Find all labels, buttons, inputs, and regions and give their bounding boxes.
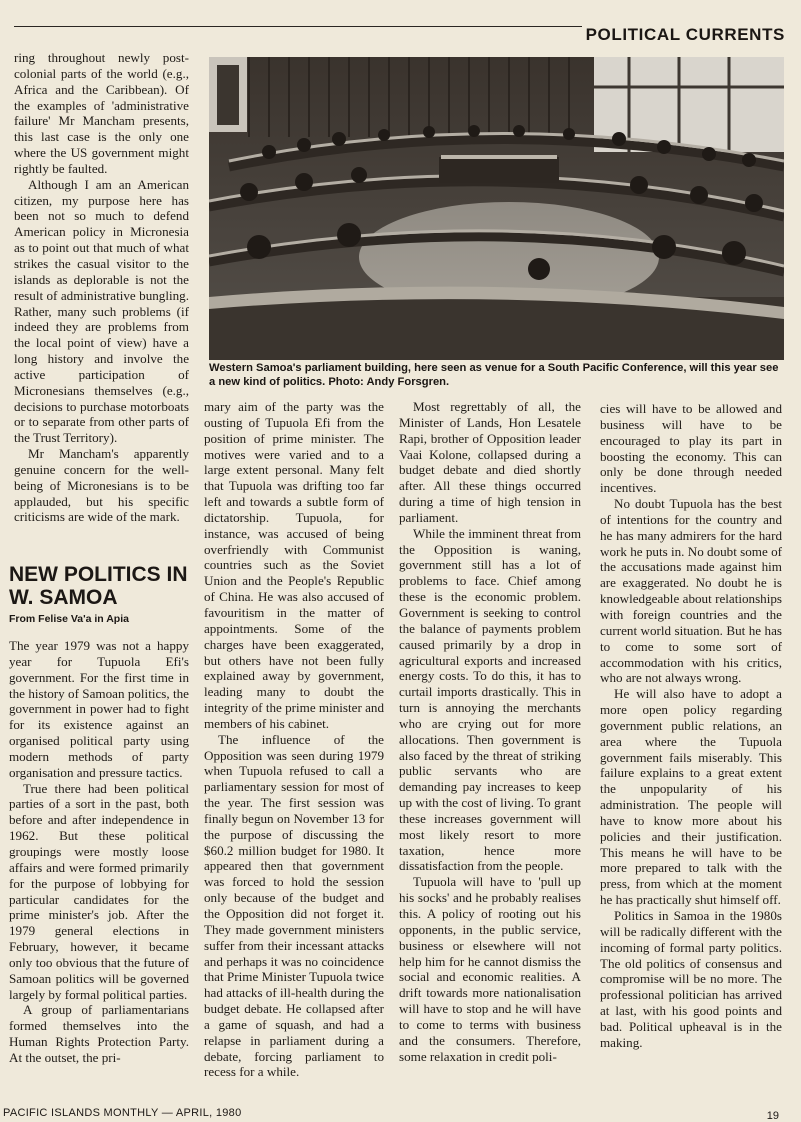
paragraph: Politics in Samoa in the 1980s will be radically different with the incoming of formal party politics. The old politics of consensus and compromise will be no more. The professional politician has arrived at last, with his good points and bad. Political upheaval is in the making.	[600, 908, 782, 1050]
article-headline: NEW POLITICS IN W. SAMOA	[9, 563, 188, 609]
paragraph: The influence of the Opposition was seen during 1979 when Tupuola refused to call a parliamentary session for most of the year. The first session was finally begun on November 13 for the purpose of discussing the $60.2 million budget for 1980. It appeared then that government was forced to hold the session only because of the budget and the Opposition did not forget it. They made government ministers suffer from their incessant attacks and perhaps it was no coincidence that Prime Minister Tupuola twice had attacks of ill-health during the budget debate. He collapsed after a game of squash, and had a relapse in parliament during a debate, forcing parliament to recess for a while.	[204, 731, 384, 1080]
article-byline: From Felise Va'a in Apia	[9, 613, 129, 625]
page-footer: PACIFIC ISLANDS MONTHLY — APRIL, 1980	[3, 1107, 242, 1119]
parliament-photo-graphic	[209, 57, 784, 360]
page-number: 19	[766, 1110, 779, 1122]
header-rule	[14, 26, 582, 27]
paragraph: Although I am an American citizen, my purpose here has been not so much to defend American policy in Micronesia as to point out that much of what strikes the casual visitor to the islands as deplorable is not the result of administrative bungling. Rather, many such problems (if indeed they are problems from the local point of view) have a long history and involve the active participation of Micronesians themselves (e.g., decisions to purchase motorboats or to separate from other parts of the Trust Territory).	[14, 176, 189, 446]
paragraph: Mr Mancham's apparently genuine concern for the well-being of Micronesians is to be applauded, but his specific criticisms are wide of the mark.	[14, 446, 189, 525]
paragraph: cies will have to be allowed and business will have to be encouraged to play its part in boosting the economy. This can only be done through needed incentives.	[600, 401, 782, 496]
paragraph: He will also have to adopt a more open policy regarding government public relations, an area where the Tupuola government fails miserably. This failure explains to a great extent the unpopularity of his administration. The people will have to know more about his policies and their justification. This means he will have to be more prepared to talk with the press, from which at the moment he has practically shut himself off.	[600, 686, 782, 908]
section-title: POLITICAL CURRENTS	[585, 25, 785, 44]
column-4	[600, 401, 782, 1051]
paragraph: True there had been political parties of a sort in the past, both before and after independence in 1962. But these political groupings were mostly loose affairs and were formed primarily for the purpose of lobbying for particular candidates for the prime minister's job. After the 1979 general elections in February, however, it became only too obvious that the future of Samoan politics will be governed largely by formal political parties.	[9, 780, 189, 1002]
paragraph: mary aim of the party was the ousting of Tupuola Efi from the position of prime minister. The motives were varied and to a large extent personal. Many felt that Tupuola was drifting too far left and towards a subtle form of dictatorship. Tupuola, for instance, was accused of being overfriendly with Communist countries such as the Soviet Union and the People's Republic of China. He was also accused of favouritism in the matter of appointments. Some of the charges have been exaggerated, but others have not been fully explained away by government, leading many to doubt the integrity of the prime minister and members of his cabinet.	[204, 399, 384, 731]
parliament-photo	[209, 57, 784, 360]
paragraph: While the imminent threat from the Opposition is waning, government still has a lot of problems to face. Chief among these is the economic problem. Government is seeking to control the balance of payments problem caused primarily by a drop in agricultural exports and increased energy costs. To do this, it has to curtail imports drastically. This in turn is annoying the merchants who are crying out for more allocations. Then government is also faced by the threat of striking public servants who are demanding pay increases to keep up with the cost of living. To grant these increases government will most likely resort to more taxation, hence more dissatisfaction from the people.	[399, 525, 581, 874]
paragraph: ring throughout newly post-colonial parts of the world (e.g., Africa and the Caribbean). Of the examples of 'administrative failure' Mr Mancham presents, this last case is the only one where the US government might rightly be faulted.	[14, 50, 189, 176]
paragraph: Tupuola will have to 'pull up his socks' and he probably realises this. A policy of rooting out his opponents, in the public service, business or elsewhere will not help him for he cannot dismiss the social and economic realities. A drift towards more nationalisation will have to stop and he will have to come to terms with business and the consumers. Therefore, some relaxation in credit poli-	[399, 874, 581, 1064]
photo-caption: Western Samoa's parliament building, here seen as venue for a South Pacific Conference, will this year see a new kind of politics. Photo: Andy Forsgren.	[209, 362, 779, 388]
column-1-bottom	[9, 638, 189, 1066]
column-3	[399, 399, 581, 1064]
paragraph: Most regrettably of all, the Minister of Lands, Hon Lesatele Rapi, brother of Opposition leader Vaai Kolone, collapsed during a budget debate and died shortly after. All these things occurred during a time of high tension in parliament.	[399, 399, 581, 525]
column-1-top	[14, 50, 189, 525]
paragraph: A group of parliamentarians formed themselves into the Human Rights Protection Party. At the outset, the pri-	[9, 1002, 189, 1065]
paragraph: No doubt Tupuola has the best of intentions for the country and he has many admirers for the hard work he puts in. No doubt some of the accusations made against him are exaggerated. No doubt he is knowledgeable about relationships with foreign countries and the current world situation. But he has to come to some sort of accommodation with his critics, who are not always wrong.	[600, 496, 782, 686]
column-2	[204, 399, 384, 1080]
paragraph: The year 1979 was not a happy year for Tupuola Efi's government. For the first time in the history of Samoan politics, the government in power had to fight for its existence against an organised political party using modern methods of party organisation and pressure tactics.	[9, 638, 189, 780]
